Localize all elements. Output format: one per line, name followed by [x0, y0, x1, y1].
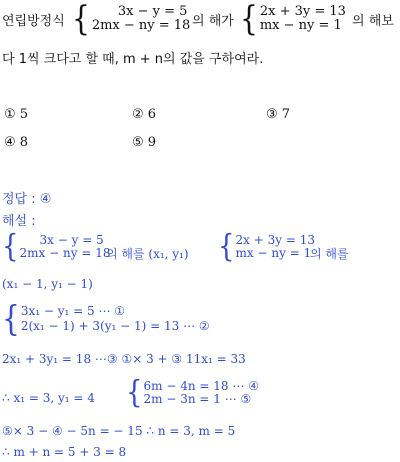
solution-elimination: ⑤× 3 − ④ − 5n = − 15 ∴ n = 3, m = 5 [2, 424, 236, 438]
solution-eq3-line: 2x₁ + 3y₁ = 18 ⋯③ ①× 3 + ③ 11x₁ = 33 [2, 352, 246, 366]
problem-system-1 [72, 0, 191, 39]
system-d-eq-2: 2m − 3n = 1 ⋯ ⑤ [143, 392, 252, 406]
explanation-label: 해설 : [2, 214, 36, 229]
choice-1[interactable]: ① 5 [4, 107, 29, 122]
choice-4[interactable]: ④ 8 [4, 135, 29, 150]
brace-icon: { [2, 229, 19, 265]
problem-middle-text: 의 해가 [192, 14, 234, 29]
choice-3[interactable]: ③ 7 [266, 107, 291, 122]
system-a-eq-1: 3x − y = 5 [39, 233, 104, 248]
system-2-eq-2: mx − ny = 1 [259, 17, 342, 33]
problem-system-2 [240, 0, 346, 39]
solution-therefore-1: ∴ x₁ = 3, y₁ = 4 [2, 391, 95, 405]
solution-system-d [126, 375, 259, 411]
choice-5[interactable]: ⑤ 9 [132, 135, 157, 150]
brace-icon: { [218, 229, 235, 265]
brace-icon: { [240, 0, 258, 39]
system-1-eq-2: 2mx − ny = 18 [91, 17, 191, 33]
solution-mid-1: 의 해를 (x₁, y₁) [106, 247, 189, 261]
system-1-eq-1: 3x − y = 5 [117, 3, 188, 19]
brace-icon: { [72, 0, 90, 39]
solution-system-b [218, 229, 315, 265]
system-b-eq-1: 2x + 3y = 13 [235, 233, 315, 248]
system-2-eq-1: 2x + 3y = 13 [259, 3, 346, 19]
solution-pair: (x₁ − 1, y₁ − 1) [2, 277, 93, 291]
system-c-eq-1: 3x₁ − y₁ = 5 ⋯ ① [20, 303, 126, 318]
problem-prefix: 연립방정식 [2, 14, 65, 29]
problem-line-2: 다 1씩 크다고 할 때, m + n의 값을 구하여라. [2, 52, 264, 67]
system-b-eq-2: mx − ny = 1 [235, 246, 312, 260]
system-c-eq-2: 2(x₁ − 1) + 3(y₁ − 1) = 13 ⋯ ② [20, 318, 210, 333]
problem-suffix: 의 해보 [352, 14, 394, 29]
system-d-eq-1: 6m − 4n = 18 ⋯ ④ [143, 379, 259, 394]
answer-text: 정답 : ④ [2, 192, 52, 207]
system-a-eq-2: 2mx − ny = 18 [19, 246, 111, 260]
brace-icon: { [2, 297, 20, 340]
solution-mid-2: 의 해를 [310, 247, 349, 261]
solution-system-c [2, 297, 210, 340]
brace-icon: { [126, 375, 143, 411]
choice-2[interactable]: ② 6 [132, 107, 157, 122]
solution-system-a [2, 229, 111, 265]
solution-final: ∴ m + n = 5 + 3 = 8 [2, 445, 127, 459]
